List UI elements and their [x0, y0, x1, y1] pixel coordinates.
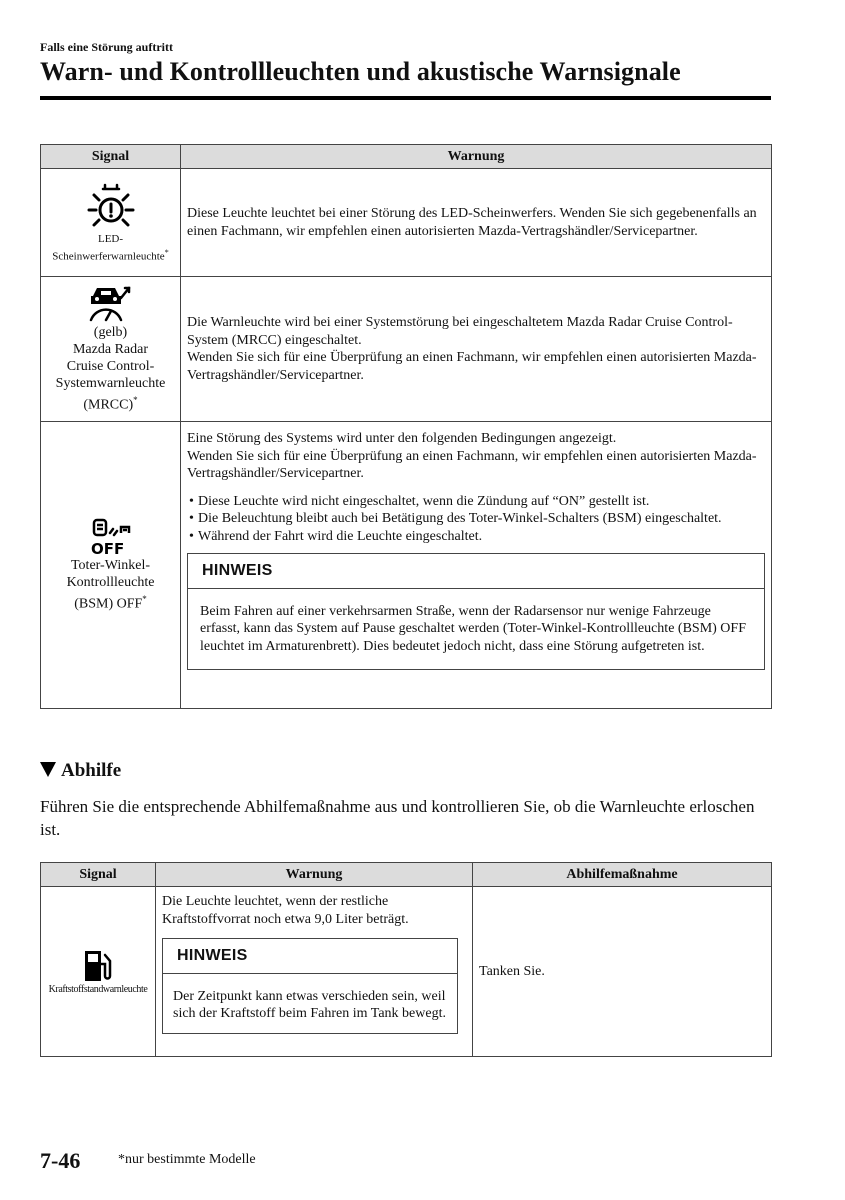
warning-text: Wenden Sie sich für eine Überprüfung an einen Fachmann, wir empfehlen einen autorisierten Mazda-Vertragshändler/Servicepartner. — [187, 350, 757, 383]
table-row — [41, 169, 772, 277]
warning-text: Wenden Sie sich für eine Überprüfung an einen Fachmann, wir empfehlen einen autorisierten Mazda-Vertragshändler/Servicepartner. — [187, 448, 757, 481]
condition-list — [187, 493, 765, 546]
signal-label: Kraftstoffstandwarnleuchte — [48, 983, 148, 995]
led-headlight-warning-icon — [45, 182, 176, 232]
abhilfe-heading: Abhilfe — [40, 760, 121, 782]
fuel-pump-icon — [43, 948, 153, 984]
note-title: HINWEIS — [188, 554, 764, 589]
footnote: *nur bestimmte Modelle — [118, 1152, 256, 1167]
list-item: • Während der Fahrt wird die Leuchte eingeschaltet. — [187, 528, 765, 546]
page-number: 7-46 — [40, 1148, 81, 1173]
table-row — [41, 277, 772, 422]
signal-label: Systemwarnleuchte — [55, 376, 166, 392]
note-title: HINWEIS — [163, 939, 457, 974]
warning-text: Eine Störung des Systems wird unter den folgenden Bedingungen angezeigt. — [187, 431, 617, 446]
signal-label: (MRCC)* — [83, 395, 138, 413]
table-header-row — [41, 145, 772, 169]
signal-label: Cruise Control- — [66, 359, 155, 375]
list-item: • Diese Leuchte wird nicht eingeschaltet, wenn die Zündung auf “ON” gestellt ist. — [187, 493, 765, 511]
warning-text: Die Warnleuchte wird bei einer Systemstörung bei eingeschaltetem Mazda Radar Cruise Control-System (MRCC) eingeschaltet. — [187, 315, 733, 348]
signal-label: Mazda Radar — [72, 342, 149, 358]
note-box — [162, 938, 458, 1034]
list-item: • Die Beleuchtung bleibt auch bei Betätigung des Toter-Winkel-Schalters (BSM) eingeschaltet. — [187, 510, 765, 528]
remedy-text: Tanken Sie. — [479, 963, 545, 979]
signal-label: (gelb) — [93, 325, 128, 341]
page-title: Warn- und Kontrollleuchten und akustische Warnsignale — [40, 57, 681, 86]
signal-label: (BSM) OFF* — [74, 594, 147, 612]
column-header-remedy: Abhilfemaßnahme — [473, 863, 772, 887]
table-row — [41, 422, 772, 709]
column-header-signal: Signal — [41, 863, 156, 887]
signal-cell — [41, 887, 156, 1057]
column-header-signal: Signal — [41, 145, 181, 169]
column-header-warning: Warnung — [181, 145, 772, 169]
signal-label: Kontrollleuchte — [66, 575, 155, 591]
signal-cell — [41, 422, 181, 709]
table-header-row — [41, 863, 772, 887]
svg-text:OFF: OFF — [90, 540, 124, 558]
table-row — [41, 887, 772, 1057]
signal-label: Toter-Winkel- — [70, 558, 151, 574]
triangle-down-icon — [40, 762, 56, 777]
warning-text: Diese Leuchte leuchtet bei einer Störung des LED-Scheinwerfers. Wenden Sie sich gegebenenfalls an einen Fachmann, wir empfehlen einen autorisierten Mazda-Vertragshändler/Servicepartner. — [187, 206, 757, 239]
warning-lights-table — [40, 144, 772, 709]
section-label: Falls eine Störung auftritt — [40, 40, 173, 54]
warning-cell — [181, 169, 772, 277]
abhilfe-intro: Führen Sie die entsprechende Abhilfemaßnahme aus und kontrollieren Sie, ob die Warnleuchte erloschen ist. — [40, 797, 755, 839]
warning-text: Die Leuchte leuchtet, wenn der restliche Kraftstoffvorrat noch etwa 9,0 Liter beträgt. — [162, 894, 409, 927]
signal-label: Scheinwerferwarnleuchte* — [52, 247, 169, 263]
radar-cruise-control-warning-icon — [45, 284, 176, 324]
remedy-table — [40, 862, 772, 1057]
signal-cell — [41, 169, 181, 277]
remedy-cell — [473, 887, 772, 1057]
warning-cell — [181, 277, 772, 422]
signal-label: LED- — [97, 232, 124, 245]
note-box — [187, 553, 765, 670]
title-rule — [40, 96, 771, 100]
note-text: Der Zeitpunkt kann etwas verschieden sein, weil sich der Kraftstoff beim Fahren im Tank bewegt. — [173, 988, 446, 1021]
column-header-warning: Warnung — [156, 863, 473, 887]
note-text: Beim Fahren auf einer verkehrsarmen Straße, wenn der Radarsensor nur wenige Fahrzeuge erfasst, kann das System auf Pause geschaltet werden (Toter-Winkel-Kontrollleuchte (BSM) OFF leuchtet im Armaturenbrett). Dies bedeutet jedoch nicht, dass eine Störung aufgetreten ist. — [200, 603, 746, 654]
warning-cell — [156, 887, 473, 1057]
warning-cell — [181, 422, 772, 709]
signal-cell — [41, 277, 181, 422]
blind-spot-monitoring-off-icon — [45, 517, 176, 557]
